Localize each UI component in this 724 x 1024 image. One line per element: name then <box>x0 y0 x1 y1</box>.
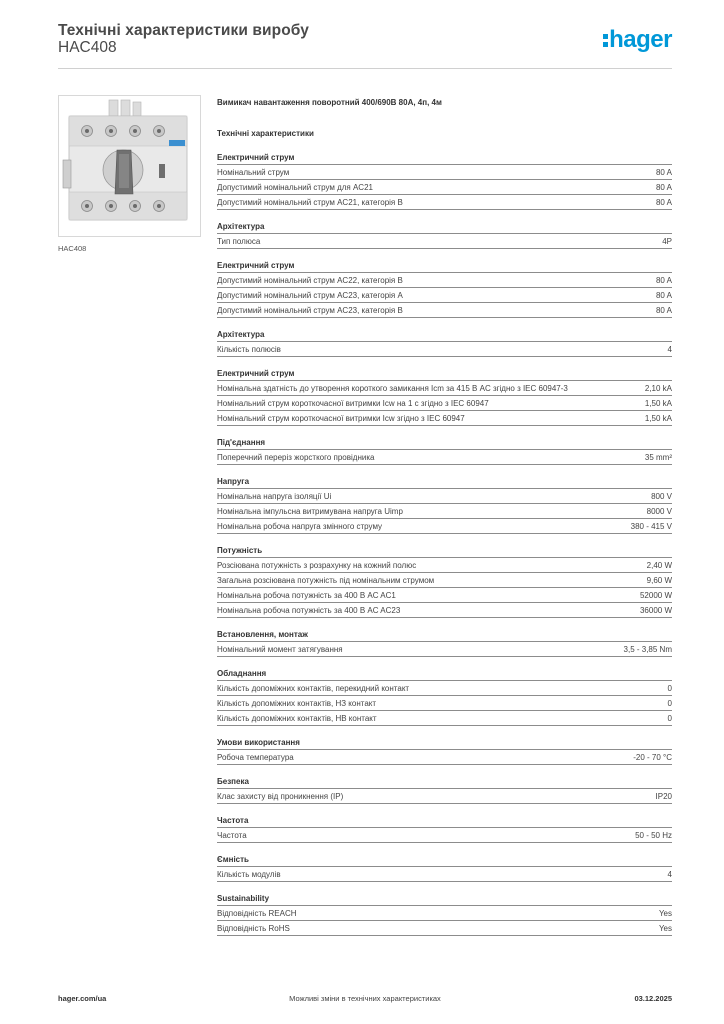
footer-date: 03.12.2025 <box>634 994 672 1003</box>
logo-dots-icon <box>603 31 608 49</box>
spec-value: 80 A <box>655 198 672 207</box>
spec-label: Кількість допоміжних контактів, перекидний контакт <box>217 684 410 693</box>
spec-value: 80 A <box>655 183 672 192</box>
spec-label: Поперечний переріз жорсткого провідника <box>217 453 375 462</box>
spec-label: Номінальна робоча напруга змінного струму <box>217 522 383 531</box>
spec-label: Номінальний струм короткочасної витримки Icw згідно з IEC 60947 <box>217 414 465 423</box>
spec-label: Кількість допоміжних контактів, НВ контакт <box>217 714 377 723</box>
spec-label: Допустимий номінальний струм для AC21 <box>217 183 373 192</box>
spec-row <box>217 342 672 357</box>
spec-value: Yes <box>658 909 672 918</box>
spec-row <box>217 789 672 804</box>
spec-row <box>217 573 672 588</box>
spec-value: -20 - 70 °C <box>633 753 672 762</box>
section-title: Електричний струм <box>217 152 672 165</box>
section-title: Під'єднання <box>217 437 672 450</box>
spec-row <box>217 411 672 426</box>
spec-label: Номінальний струм <box>217 168 290 177</box>
spec-row <box>217 234 672 249</box>
switch-disconnector-icon <box>59 96 200 236</box>
spec-value: 52000 W <box>639 591 672 600</box>
section-title: Безпека <box>217 776 672 789</box>
spec-row <box>217 750 672 765</box>
spec-value: 8000 V <box>646 507 672 516</box>
product-description: Вимикач навантаження поворотний 400/690В 80А, 4п, 4м <box>217 98 442 107</box>
spec-label: Допустимий номінальний струм AC21, категорія B <box>217 198 403 207</box>
spec-value: 0 <box>667 714 672 723</box>
spec-row <box>217 696 672 711</box>
spec-section <box>217 260 672 318</box>
spec-value: 380 - 415 V <box>630 522 672 531</box>
spec-section <box>217 893 672 936</box>
spec-label: Номінальний момент затягування <box>217 645 343 654</box>
section-title: Потужність <box>217 545 672 558</box>
spec-section <box>217 152 672 210</box>
spec-value: 35 mm² <box>644 453 672 462</box>
page-header <box>58 22 672 68</box>
spec-value: 50 - 50 Hz <box>635 831 672 840</box>
spec-section <box>217 329 672 357</box>
spec-row <box>217 180 672 195</box>
spec-value: 800 V <box>651 492 672 501</box>
spec-row <box>217 519 672 534</box>
spec-row <box>217 828 672 843</box>
spec-label: Допустимий номінальний струм AC23, категорія A <box>217 291 403 300</box>
section-title: Архітектура <box>217 329 672 342</box>
spec-section <box>217 476 672 534</box>
spec-label: Допустимий номінальний струм AC23, категорія B <box>217 306 403 315</box>
image-caption: HAC408 <box>58 244 87 253</box>
spec-section <box>217 221 672 249</box>
spec-value: 80 A <box>655 291 672 300</box>
header-divider <box>58 68 672 69</box>
spec-row <box>217 867 672 882</box>
hager-logo <box>603 26 672 54</box>
spec-value: 4 <box>667 345 672 354</box>
spec-row <box>217 921 672 936</box>
tech-specs-heading: Технічні характеристики <box>217 129 314 138</box>
spec-section <box>217 737 672 765</box>
spec-row <box>217 906 672 921</box>
section-title: Ємність <box>217 854 672 867</box>
spec-label: Робоча температура <box>217 753 294 762</box>
spec-value: 9,60 W <box>646 576 672 585</box>
logo-text: hager <box>609 26 672 53</box>
spec-label: Клас захисту від проникнення (IP) <box>217 792 344 801</box>
spec-label: Розсіювана потужність з розрахунку на кожний полюс <box>217 561 417 570</box>
spec-row <box>217 504 672 519</box>
spec-row <box>217 288 672 303</box>
spec-value: 4P <box>662 237 672 246</box>
document-title: Технічні характеристики виробу <box>58 22 309 39</box>
spec-label: Номінальна здатність до утворення короткого замикання Icm за 415 В AC згідно з IEC 60947-3 <box>217 384 568 393</box>
footer-disclaimer: Можливі зміни в технічних характеристиках <box>289 994 441 1003</box>
spec-row <box>217 450 672 465</box>
spec-row <box>217 558 672 573</box>
spec-label: Частота <box>217 831 247 840</box>
spec-section <box>217 854 672 882</box>
spec-value: 80 A <box>655 276 672 285</box>
spec-label: Номінальна робоча потужність за 400 В AC AC1 <box>217 591 396 600</box>
spec-value: 1,50 kA <box>644 399 672 408</box>
spec-value: 4 <box>667 870 672 879</box>
spec-value: Yes <box>658 924 672 933</box>
spec-row <box>217 642 672 657</box>
section-title: Обладнання <box>217 668 672 681</box>
spec-section <box>217 629 672 657</box>
spec-label: Допустимий номінальний струм AC22, категорія B <box>217 276 403 285</box>
spec-row <box>217 303 672 318</box>
spec-row <box>217 588 672 603</box>
spec-value: 0 <box>667 699 672 708</box>
spec-section <box>217 668 672 726</box>
section-title: Архітектура <box>217 221 672 234</box>
spec-label: Тип полюса <box>217 237 261 246</box>
spec-value: 80 A <box>655 168 672 177</box>
section-title: Частота <box>217 815 672 828</box>
spec-label: Номінальна робоча потужність за 400 В AC AC23 <box>217 606 401 615</box>
section-title: Електричний струм <box>217 260 672 273</box>
spec-section <box>217 815 672 843</box>
section-title: Напруга <box>217 476 672 489</box>
spec-label: Кількість полюсів <box>217 345 281 354</box>
spec-section <box>217 545 672 618</box>
product-image <box>58 95 201 237</box>
spec-label: Номінальна напруга ізоляції Ui <box>217 492 332 501</box>
spec-label: Кількість допоміжних контактів, НЗ контакт <box>217 699 377 708</box>
spec-value: 3,5 - 3,85 Nm <box>623 645 672 654</box>
section-title: Електричний струм <box>217 368 672 381</box>
spec-row <box>217 603 672 618</box>
spec-value: 80 A <box>655 306 672 315</box>
spec-row <box>217 273 672 288</box>
section-title: Sustainability <box>217 893 672 906</box>
section-title: Встановлення, монтаж <box>217 629 672 642</box>
spec-row <box>217 681 672 696</box>
spec-section <box>217 437 672 465</box>
spec-section <box>217 368 672 426</box>
spec-label: Номінальний струм короткочасної витримки Icw на 1 с згідно з IEC 60947 <box>217 399 489 408</box>
spec-label: Номінальна імпульсна витримувана напруга Uimp <box>217 507 403 516</box>
spec-label: Кількість модулів <box>217 870 281 879</box>
spec-row <box>217 195 672 210</box>
spec-row <box>217 165 672 180</box>
spec-row <box>217 489 672 504</box>
spec-sections <box>217 152 672 936</box>
spec-label: Загальна розсіювана потужність під номінальним струмом <box>217 576 435 585</box>
spec-content <box>217 98 672 936</box>
spec-row <box>217 711 672 726</box>
spec-label: Відповідність RoHS <box>217 924 290 933</box>
spec-row <box>217 396 672 411</box>
spec-value: 2,10 kA <box>644 384 672 393</box>
spec-section <box>217 776 672 804</box>
spec-value: 0 <box>667 684 672 693</box>
spec-value: IP20 <box>655 792 672 801</box>
spec-value: 36000 W <box>639 606 672 615</box>
spec-value: 2,40 W <box>646 561 672 570</box>
spec-label: Відповідність REACH <box>217 909 297 918</box>
product-code: HAC408 <box>58 39 117 56</box>
spec-row <box>217 381 672 396</box>
section-title: Умови використання <box>217 737 672 750</box>
spec-value: 1,50 kA <box>644 414 672 423</box>
footer-website-link[interactable]: hager.com/ua <box>58 994 107 1003</box>
